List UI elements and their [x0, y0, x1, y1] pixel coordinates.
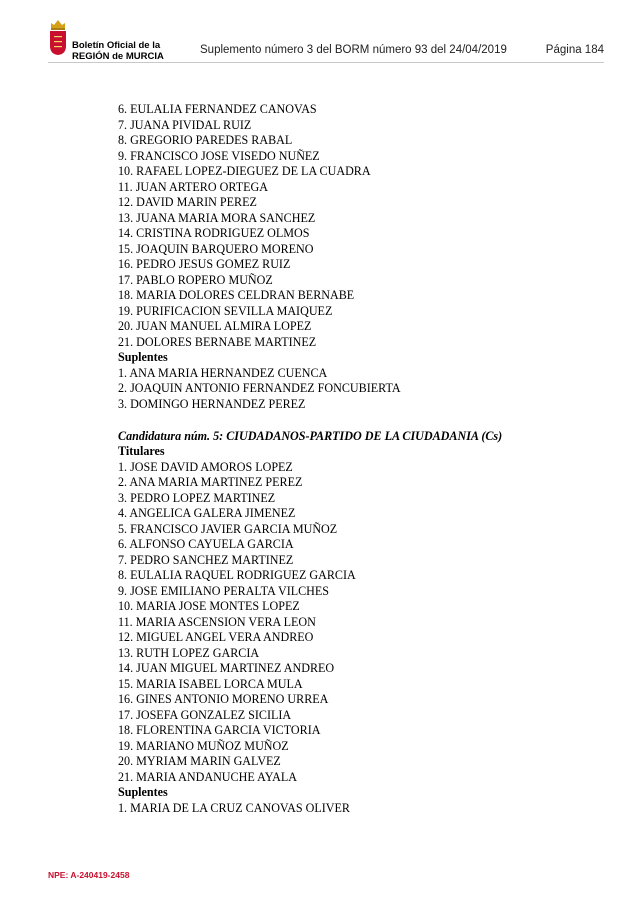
titulares-heading: Titulares: [118, 444, 165, 458]
list-item: 14. JUAN MIGUEL MARTINEZ ANDREO: [118, 661, 335, 675]
list-item: 14. CRISTINA RODRIGUEZ OLMOS: [118, 226, 310, 240]
brand-line-2: REGIÓN de MURCIA: [72, 51, 164, 62]
list-item: 2. JOAQUIN ANTONIO FERNANDEZ FONCUBIERTA: [118, 381, 401, 395]
npe-code: NPE: A-240419-2458: [48, 870, 130, 880]
list-item: 12. DAVID MARIN PEREZ: [118, 195, 257, 209]
list-item: 15. MARIA ISABEL LORCA MULA: [118, 676, 303, 691]
list-item: 2. ANA MARIA MARTINEZ PEREZ: [118, 475, 303, 489]
list-item: 19. MARIANO MUÑOZ MUÑOZ: [118, 738, 289, 753]
page-header: [48, 16, 604, 62]
list-item: 6. ALFONSO CAYUELA GARCIA: [118, 537, 294, 551]
list-item: 19. PURIFICACION SEVILLA MAIQUEZ: [118, 303, 333, 318]
list-item: 8. EULALIA RAQUEL RODRIGUEZ GARCIA: [118, 568, 356, 582]
header-divider: [48, 62, 604, 63]
suplentes-heading: Suplentes: [118, 785, 168, 799]
list-item: 21. DOLORES BERNABE MARTINEZ: [118, 334, 317, 349]
list-item: 15. JOAQUIN BARQUERO MORENO: [118, 241, 314, 256]
candidate-list-previous: [118, 102, 578, 350]
list-item: 20. JUAN MANUEL ALMIRA LOPEZ: [118, 319, 312, 333]
list-item: 9. JOSE EMILIANO PERALTA VILCHES: [118, 583, 330, 598]
list-item: 5. FRANCISCO JAVIER GARCIA MUÑOZ: [118, 521, 338, 536]
list-item: 9. FRANCISCO JOSE VISEDO NUÑEZ: [118, 148, 320, 163]
brand-line-1: Boletín Oficial de la: [72, 40, 161, 51]
list-item: 16. GINES ANTONIO MORENO URREA: [118, 692, 329, 706]
supplement-info: Suplemento número 3 del BORM número 93 del 24/04/2019: [200, 44, 507, 56]
list-item: 4. ANGELICA GALERA JIMENEZ: [118, 506, 296, 520]
list-item: 7. PEDRO SANCHEZ MARTINEZ: [118, 552, 294, 567]
document-body: [118, 102, 578, 816]
list-item: 3. PEDRO LOPEZ MARTINEZ: [118, 490, 276, 505]
brand-title: [72, 40, 164, 62]
suplentes-list-previous: [118, 366, 578, 413]
titulares-list: [118, 460, 578, 786]
suplentes-heading: Suplentes: [118, 350, 168, 364]
suplentes-list: [118, 801, 578, 817]
list-item: 10. MARIA JOSE MONTES LOPEZ: [118, 599, 300, 613]
list-item: 10. RAFAEL LOPEZ-DIEGUEZ DE LA CUADRA: [118, 164, 371, 178]
list-item: 1. MARIA DE LA CRUZ CANOVAS OLIVER: [118, 800, 350, 815]
list-item: 7. JUANA PIVIDAL RUIZ: [118, 117, 252, 132]
list-item: 1. JOSE DAVID AMOROS LOPEZ: [118, 459, 293, 474]
list-item: 16. PEDRO JESUS GOMEZ RUIZ: [118, 257, 291, 271]
list-item: 20. MYRIAM MARIN GALVEZ: [118, 754, 281, 768]
list-item: 6. EULALIA FERNANDEZ CANOVAS: [118, 102, 317, 116]
list-item: 21. MARIA ANDANUCHE AYALA: [118, 769, 297, 784]
list-item: 13. JUANA MARIA MORA SANCHEZ: [118, 210, 316, 225]
list-item: 8. GREGORIO PAREDES RABAL: [118, 133, 293, 147]
list-item: 17. PABLO ROPERO MUÑOZ: [118, 272, 273, 287]
page-number: Página 184: [545, 44, 604, 56]
spacer: [118, 412, 578, 429]
candidatura-heading: Candidatura núm. 5: CIUDADANOS-PARTIDO DE LA CIUDADANIA (Cs): [118, 428, 503, 443]
region-murcia-shield-icon: [48, 16, 68, 56]
list-item: 17. JOSEFA GONZALEZ SICILIA: [118, 707, 292, 722]
list-item: 3. DOMINGO HERNANDEZ PEREZ: [118, 396, 306, 411]
list-item: 11. JUAN ARTERO ORTEGA: [118, 179, 268, 194]
list-item: 18. FLORENTINA GARCIA VICTORIA: [118, 723, 321, 737]
list-item: 13. RUTH LOPEZ GARCIA: [118, 645, 260, 660]
list-item: 12. MIGUEL ANGEL VERA ANDREO: [118, 630, 314, 644]
list-item: 1. ANA MARIA HERNANDEZ CUENCA: [118, 365, 328, 380]
list-item: 11. MARIA ASCENSION VERA LEON: [118, 614, 316, 629]
list-item: 18. MARIA DOLORES CELDRAN BERNABE: [118, 288, 355, 302]
